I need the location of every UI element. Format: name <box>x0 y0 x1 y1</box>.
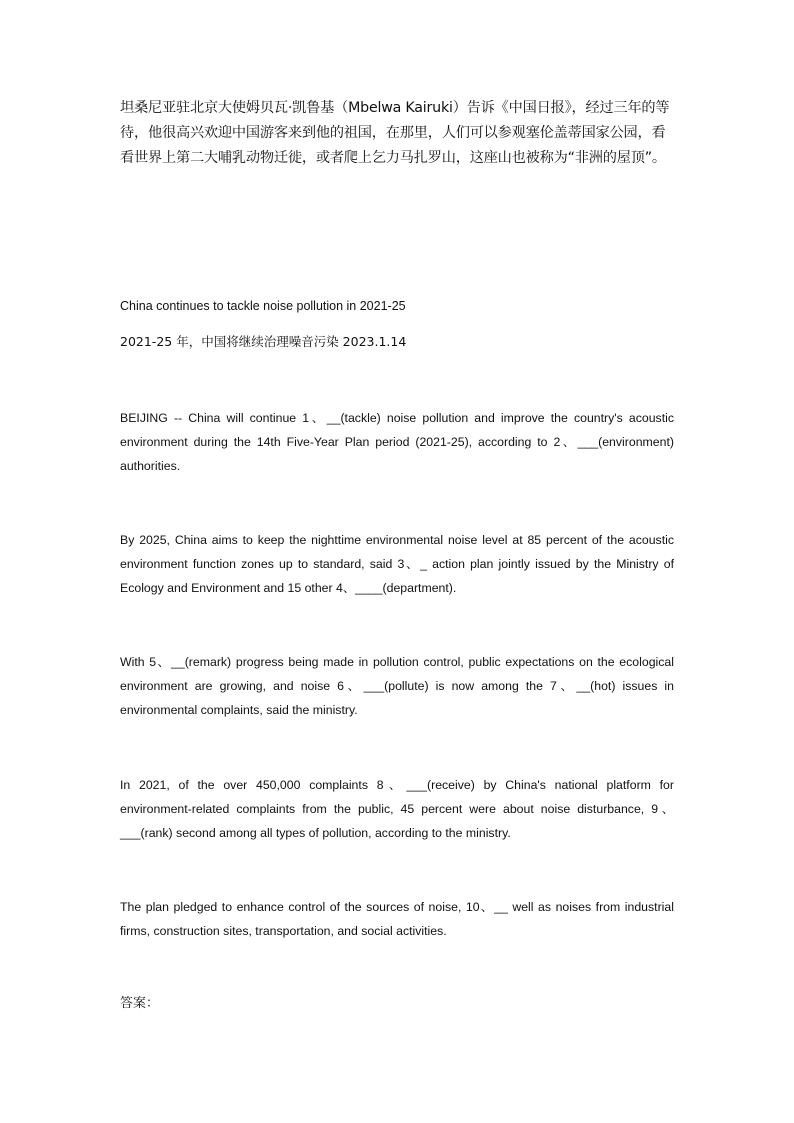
answer-label: 答案： <box>120 996 160 1011</box>
article-paragraph-3: With 5、__(remark) progress being made in pollution control, public expectations on the ecological environment are growing, and noise 6、___(pollute) is now among the 7、__(hot) issues in environmental complaints, said the ministry. <box>120 655 674 717</box>
article-paragraph-5: The plan pledged to enhance control of the sources of noise, 10、__ well as noises from industrial firms, construction sites, transportation, and social activities. <box>120 900 674 938</box>
article-title-chinese: 2021-25 年，中国将继续治理噪音污染 2023.1.14 <box>120 334 407 349</box>
article-title-english: China continues to tackle noise pollution in 2021-25 <box>120 299 406 313</box>
intro-paragraph: 坦桑尼亚驻北京大使姆贝瓦·凯鲁基（Mbelwa Kairuki）告诉《中国日报》，经过三年的等待，他很高兴欢迎中国游客来到他的祖国，在那里，人们可以参观塞伦盖蒂国家公园，看看世界上第二大哺乳动物迁徙，或者爬上乞力马扎罗山，这座山也被称为“非洲的屋顶”。 <box>120 100 670 166</box>
article-paragraph-4: In 2021, of the over 450,000 complaints 8、___(receive) by China's national platform for environment-related complaints from the public, 45 percent were about noise disturbance, 9、___(rank) second among all types of pollution, according to the ministry. <box>120 778 674 840</box>
article-paragraph-1: BEIJING -- China will continue 1、__(tackle) noise pollution and improve the country's acoustic environment during the 14th Five-Year Plan period (2021-25), according to 2、___(environment) authorities. <box>120 411 674 473</box>
article-paragraph-2: By 2025, China aims to keep the nighttime environmental noise level at 85 percent of the acoustic environment function zones up to standard, said 3、_ action plan jointly issued by the Ministry of Ecology and Environment and 15 other 4、____(department). <box>120 533 674 595</box>
